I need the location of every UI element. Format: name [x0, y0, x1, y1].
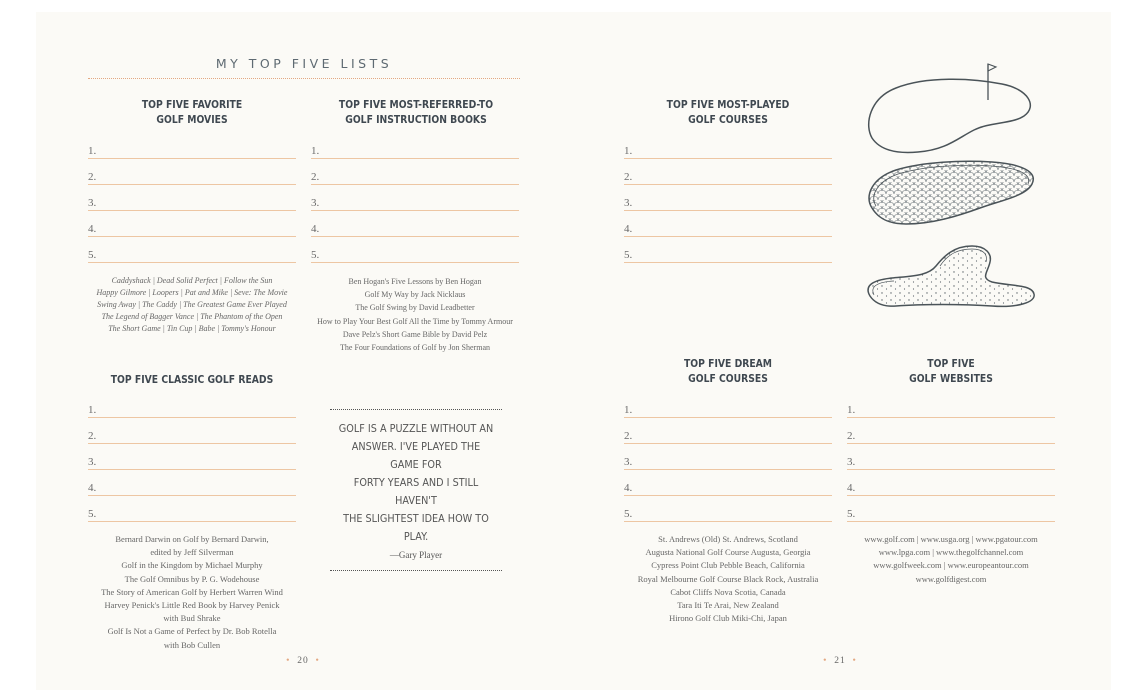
- page-number-left: [266, 656, 340, 666]
- suggestion-line: www.golfweek.com | www.europeantour.com: [873, 560, 1029, 571]
- page-title: MY TOP FIVE LISTS: [215, 56, 393, 71]
- fairway-pattern-icon: [862, 158, 1038, 230]
- dream-heading-line2: GOLF COURSES: [688, 373, 768, 385]
- line-number: 2.: [624, 430, 633, 442]
- suggestion-line: The Golf Swing by David Leadbetter: [355, 303, 475, 313]
- entry-line[interactable]: [624, 392, 832, 418]
- entry-line[interactable]: [624, 444, 832, 470]
- suggestion-line: www.golf.com | www.usga.org | www.pgatour.com: [864, 534, 1038, 544]
- websites-heading: [859, 357, 1042, 387]
- entry-line[interactable]: [311, 237, 519, 263]
- suggestion-line: www.golfdigest.com: [915, 573, 987, 584]
- suggestion-line: Golf in the Kingdom by Michael Murphy: [121, 560, 263, 571]
- suggestion-line: Cypress Point Club Pebble Beach, California: [651, 560, 805, 571]
- played-heading-line2: GOLF COURSES: [688, 114, 768, 126]
- suggestion-line: Hirono Golf Club Miki-Chi, Japan: [669, 613, 787, 624]
- websites-heading-line2: GOLF WEBSITES: [909, 373, 993, 385]
- suggestion-line: How to Play Your Best Golf All the Time by Tommy Armour: [317, 316, 513, 326]
- entry-line[interactable]: [847, 444, 1055, 470]
- reads-heading: TOP FIVE CLASSIC GOLF READS: [110, 374, 274, 386]
- played-heading: [636, 98, 819, 128]
- line-number: 4.: [624, 223, 633, 235]
- dream-suggestions: [614, 533, 842, 625]
- dream-lines: [624, 392, 832, 522]
- entry-line[interactable]: [88, 418, 296, 444]
- reads-suggestions: [82, 533, 302, 652]
- suggestion-line: edited by Jeff Silverman: [150, 547, 234, 558]
- entry-line[interactable]: [624, 159, 832, 185]
- entry-line[interactable]: [88, 392, 296, 418]
- line-number: 1.: [624, 404, 633, 416]
- suggestion-line: The Short Game | Tin Cup | Babe | Tommy's Honour: [108, 324, 276, 333]
- line-number: 3.: [624, 197, 633, 209]
- entry-line[interactable]: [88, 211, 296, 237]
- quote-text: [337, 420, 495, 546]
- suggestion-line: with Bob Cullen: [163, 639, 221, 650]
- suggestion-line: www.lpga.com | www.thegolfchannel.com: [878, 547, 1024, 558]
- entry-line[interactable]: [311, 185, 519, 211]
- entry-line[interactable]: [88, 470, 296, 496]
- putting-green-with-flag-icon: [862, 58, 1038, 158]
- entry-line[interactable]: [624, 496, 832, 522]
- line-number: 2.: [88, 171, 97, 183]
- line-number: 1.: [88, 145, 97, 157]
- entry-line[interactable]: [624, 237, 832, 263]
- suggestion-line: Cabot Cliffs Nova Scotia, Canada: [670, 586, 786, 597]
- suggestion-line: The Four Foundations of Golf by Jon Sherman: [340, 343, 490, 353]
- entry-line[interactable]: [847, 470, 1055, 496]
- instruction-suggestions: [302, 275, 528, 354]
- suggestion-line: Ben Hogan's Five Lessons by Ben Hogan: [348, 277, 482, 286]
- instruction-heading-line1: TOP FIVE MOST-REFERRED-TO: [338, 99, 494, 111]
- suggestion-line: The Golf Omnibus by P. G. Wodehouse: [124, 573, 260, 584]
- line-number: 5.: [88, 249, 97, 261]
- suggestion-line: Happy Gilmore | Loopers | Pat and Mike | Seve: The Movie: [96, 288, 288, 297]
- suggestion-line: The Story of American Golf by Herbert Warren Wind: [101, 586, 283, 597]
- dream-heading-line1: TOP FIVE DREAM: [683, 358, 773, 370]
- quote-line: ANSWER. I'VE PLAYED THE GAME FOR: [351, 441, 481, 471]
- suggestion-line: Caddyshack | Dead Solid Perfect | Follow the Sun: [111, 276, 273, 285]
- title-divider: [88, 78, 520, 79]
- page-number: 21: [834, 656, 846, 666]
- movies-lines: [88, 133, 296, 263]
- entry-line[interactable]: [311, 133, 519, 159]
- line-number: 5.: [847, 508, 856, 520]
- suggestion-line: Harvey Penick's Little Red Book by Harvey Penick: [104, 600, 280, 611]
- line-number: 2.: [624, 171, 633, 183]
- line-number: 4.: [311, 223, 320, 235]
- instruction-heading: [316, 98, 517, 128]
- line-number: 3.: [624, 456, 633, 468]
- entry-line[interactable]: [88, 185, 296, 211]
- quote-line: GOLF IS A PUZZLE WITHOUT AN: [338, 423, 494, 435]
- line-number: 1.: [88, 404, 97, 416]
- entry-line[interactable]: [624, 211, 832, 237]
- line-number: 3.: [88, 456, 97, 468]
- bullet-icon: •: [315, 656, 320, 666]
- bullet-icon: •: [823, 656, 828, 666]
- line-number: 2.: [311, 171, 320, 183]
- played-heading-line1: TOP FIVE MOST-PLAYED: [666, 99, 790, 111]
- line-number: 1.: [311, 145, 320, 157]
- line-number: 3.: [311, 197, 320, 209]
- line-number: 4.: [624, 482, 633, 494]
- line-number: 1.: [847, 404, 856, 416]
- suggestion-line: The Legend of Bagger Vance | The Phantom of the Open: [101, 312, 283, 321]
- quote-line: THE SLIGHTEST IDEA HOW TO PLAY.: [343, 513, 489, 543]
- movies-heading-line1: TOP FIVE FAVORITE: [141, 99, 243, 111]
- entry-line[interactable]: [624, 418, 832, 444]
- line-number: 5.: [311, 249, 320, 261]
- line-number: 4.: [88, 482, 97, 494]
- entry-line[interactable]: [624, 133, 832, 159]
- suggestion-line: Golf Is Not a Game of Perfect by Dr. Bob Rotella: [107, 626, 277, 637]
- suggestion-line: Bernard Darwin on Golf by Bernard Darwin,: [115, 534, 269, 544]
- suggestion-line: Golf My Way by Jack Nicklaus: [364, 290, 466, 300]
- suggestion-line: St. Andrews (Old) St. Andrews, Scotland: [658, 534, 798, 544]
- sand-bunker-icon: [862, 242, 1038, 314]
- movies-heading: [100, 98, 283, 128]
- suggestion-line: with Bud Shrake: [163, 613, 221, 624]
- entry-line[interactable]: [88, 496, 296, 522]
- page-number-right: [803, 656, 877, 666]
- instruction-heading-line2: GOLF INSTRUCTION BOOKS: [345, 114, 487, 126]
- entry-line[interactable]: [88, 133, 296, 159]
- line-number: 4.: [88, 223, 97, 235]
- line-number: 3.: [847, 456, 856, 468]
- movies-suggestions: [80, 275, 304, 335]
- suggestion-line: Augusta National Golf Course Augusta, Georgia: [645, 547, 811, 558]
- entry-line[interactable]: [847, 496, 1055, 522]
- movies-heading-line2: GOLF MOVIES: [156, 114, 228, 126]
- entry-line[interactable]: [311, 211, 519, 237]
- bullet-icon: •: [852, 656, 857, 666]
- suggestion-line: Swing Away | The Caddy | The Greatest Game Ever Played: [97, 300, 287, 309]
- websites-heading-line1: TOP FIVE: [927, 358, 975, 370]
- entry-line[interactable]: [88, 237, 296, 263]
- entry-line[interactable]: [624, 185, 832, 211]
- bullet-icon: •: [286, 656, 291, 666]
- line-number: 3.: [88, 197, 97, 209]
- reads-lines: [88, 392, 296, 522]
- quote-author: —Gary Player: [389, 550, 443, 560]
- line-number: 1.: [624, 145, 633, 157]
- line-number: 2.: [847, 430, 856, 442]
- instruction-lines: [311, 133, 519, 263]
- entry-line[interactable]: [88, 444, 296, 470]
- line-number: 4.: [847, 482, 856, 494]
- suggestion-line: Royal Melbourne Golf Course Black Rock, Australia: [637, 573, 819, 584]
- entry-line[interactable]: [624, 470, 832, 496]
- websites-suggestions: [837, 533, 1065, 586]
- book-spread: [36, 12, 1111, 690]
- entry-line[interactable]: [88, 159, 296, 185]
- line-number: 5.: [624, 249, 633, 261]
- quote-line: FORTY YEARS AND I STILL HAVEN'T: [353, 477, 479, 507]
- line-number: 2.: [88, 430, 97, 442]
- played-lines: [624, 133, 832, 263]
- page-number: 20: [297, 656, 309, 666]
- suggestion-line: Dave Pelz's Short Game Bible by David Pelz: [342, 329, 488, 339]
- dream-heading: [636, 357, 819, 387]
- websites-lines: [847, 392, 1055, 522]
- line-number: 5.: [88, 508, 97, 520]
- entry-line[interactable]: [311, 159, 519, 185]
- suggestion-line: Tara Iti Te Arai, New Zealand: [677, 600, 779, 611]
- quote-box: [330, 409, 502, 571]
- line-number: 5.: [624, 508, 633, 520]
- entry-line[interactable]: [847, 392, 1055, 418]
- entry-line[interactable]: [847, 418, 1055, 444]
